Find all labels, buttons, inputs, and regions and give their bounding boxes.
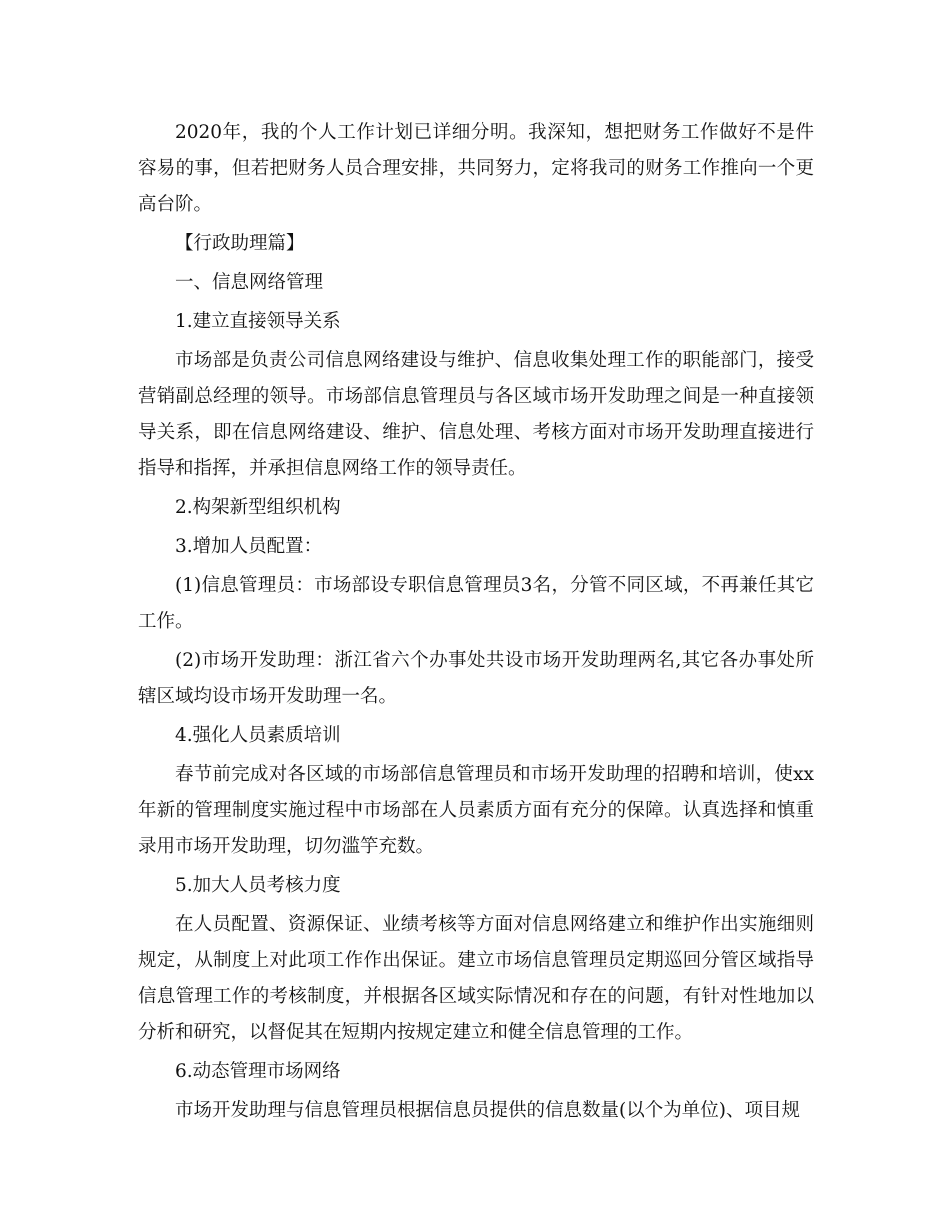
- paragraph-item-5: 在人员配置、资源保证、业绩考核等方面对信息网络建立和维护作出实施细则规定，从制度上对此项工作作出保证。建立市场信息管理员定期巡回分管区域指导信息管理工作的考核制度，并根据各区域实际情况和存在的问题，有针对性地加以分析和研究，以督促其在短期内按规定建立和健全信息管理的工作。: [138, 914, 814, 1043]
- heading-item-1: 1.建立直接领导关系: [175, 311, 341, 332]
- heading-item-4: 4.强化人员素质培训: [175, 725, 341, 746]
- heading-item-3: 3.增加人员配置：: [175, 536, 323, 557]
- paragraph-item-6: 市场开发助理与信息管理员根据信息员提供的信息数量(以个为单位)、项目规: [175, 1100, 800, 1121]
- heading-item-2: 2.构架新型组织机构: [175, 497, 341, 518]
- paragraph-summary: 2020年，我的个人工作计划已详细分明。我深知，想把财务工作做好不是件容易的事，但若把财务人员合理安排，共同努力，定将我司的财务工作推向一个更高台阶。: [138, 122, 814, 215]
- heading-info-network: 一、信息网络管理: [175, 272, 324, 293]
- paragraph-item-3-1: (1)信息管理员：市场部设专职信息管理员3名，分管不同区域，不再兼任其它工作。: [138, 575, 814, 632]
- heading-item-6: 6.动态管理市场网络: [175, 1061, 341, 1082]
- paragraph-item-3-2: (2)市场开发助理：浙江省六个办事处共设市场开发助理两名,其它各办事处所辖区域均设市场开发助理一名。: [138, 650, 814, 707]
- paragraph-item-4: 春节前完成对各区域的市场部信息管理员和市场开发助理的招聘和培训，使xx年新的管理制度实施过程中市场部在人员素质方面有充分的保障。认真选择和慎重录用市场开发助理，切勿滥竽充数。: [138, 764, 814, 857]
- paragraph-item-1: 市场部是负责公司信息网络建设与维护、信息收集处理工作的职能部门，接受营销副总经理的领导。市场部信息管理员与各区域市场开发助理之间是一种直接领导关系，即在信息网络建设、维护、信息处理、考核方面对市场开发助理直接进行指导和指挥，并承担信息网络工作的领导责任。: [138, 350, 814, 479]
- document-body: [138, 115, 814, 1132]
- section-title: 【行政助理篇】: [175, 233, 305, 254]
- heading-item-5: 5.加大人员考核力度: [175, 875, 341, 896]
